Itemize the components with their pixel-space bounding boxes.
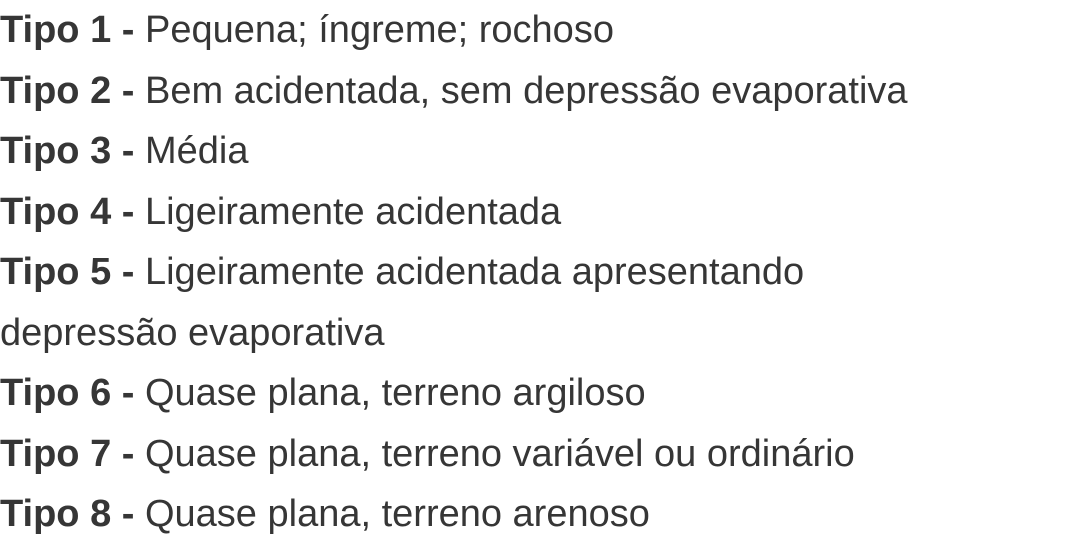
list-item-tipo-4 <box>0 182 1065 243</box>
item-description: Bem acidentada, sem depressão evaporativa <box>144 69 908 112</box>
item-label: Tipo 7 - <box>0 432 135 475</box>
list-item-tipo-3 <box>0 121 1065 182</box>
list-item-tipo-7 <box>0 424 1065 485</box>
list-item-tipo-6 <box>0 363 1065 424</box>
item-description-continuation: depressão evaporativa <box>0 311 385 354</box>
item-description: Ligeiramente acidentada <box>144 190 562 233</box>
item-description: Quase plana, terreno variável ou ordinário <box>144 432 855 475</box>
item-description: Quase plana, terreno arenoso <box>144 493 650 535</box>
list-item-tipo-5-continuation <box>0 303 1065 364</box>
item-description: Ligeiramente acidentada apresentando <box>144 251 805 293</box>
item-label: Tipo 4 - <box>0 190 135 233</box>
item-label: Tipo 1 - <box>0 9 135 51</box>
item-label: Tipo 3 - <box>0 130 135 172</box>
item-label: Tipo 8 - <box>0 493 135 535</box>
item-description: Pequena; íngreme; rochoso <box>144 9 614 51</box>
list-item-tipo-5 <box>0 242 1065 303</box>
list-item-tipo-2 <box>0 61 1065 122</box>
item-description: Quase plana, terreno argiloso <box>144 372 646 414</box>
list-item-tipo-8 <box>0 484 1065 545</box>
list-item-tipo-1 <box>0 0 1065 61</box>
item-description: Média <box>144 130 249 172</box>
item-label: Tipo 5 - <box>0 251 135 293</box>
item-label: Tipo 6 - <box>0 372 135 414</box>
item-label: Tipo 2 - <box>0 69 135 112</box>
